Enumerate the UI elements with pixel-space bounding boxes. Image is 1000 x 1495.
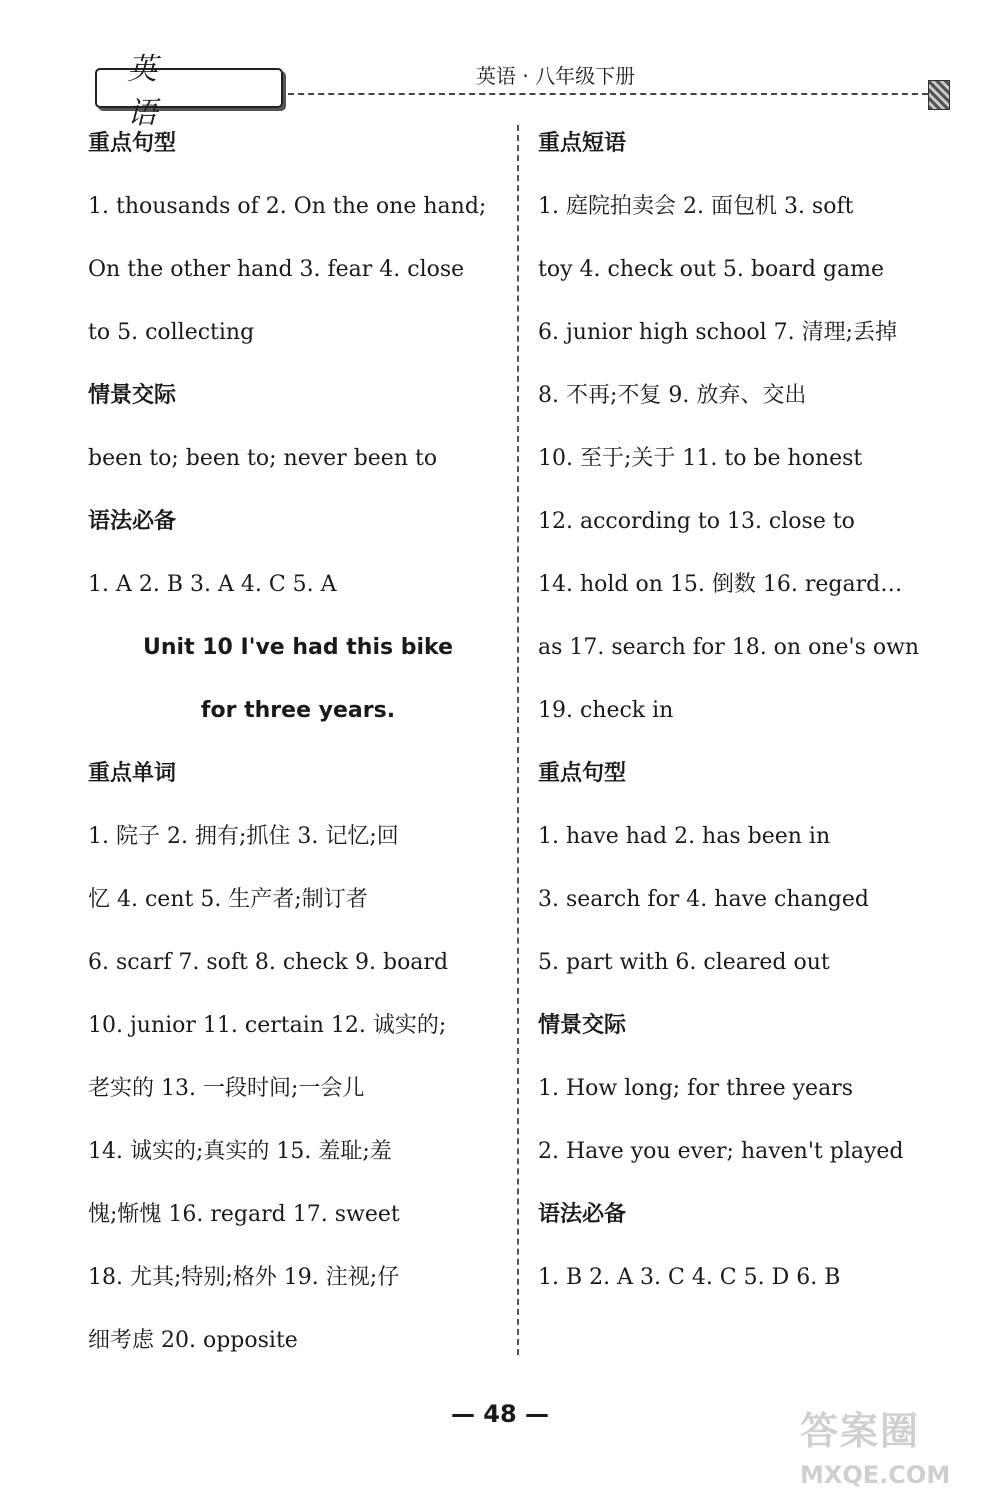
answer-line: 14. hold on 15. 倒数 16. regard…: [538, 572, 903, 597]
unit-heading: Unit 10 I've had this bike: [143, 635, 453, 660]
unit-heading: for three years.: [200, 698, 396, 723]
subject-label: 英 语: [95, 68, 283, 108]
page-header: [0, 0, 1000, 131]
answer-line: 10. junior 11. certain 12. 诚实的;: [88, 1013, 447, 1038]
answer-line: 14. 诚实的;真实的 15. 羞耻;羞: [88, 1139, 392, 1164]
answer-line: 6. junior high school 7. 清理;丢掉: [538, 320, 898, 345]
answer-line: 细考虑 20. opposite: [88, 1328, 298, 1353]
answer-line: 19. check in: [538, 698, 674, 723]
section-heading: 重点句型: [538, 761, 627, 786]
answer-line: toy 4. check out 5. board game: [538, 257, 884, 282]
corner-mark-icon: [928, 80, 950, 110]
section-heading: 情景交际: [538, 1013, 627, 1038]
watermark-cn: 答案圈: [800, 1409, 921, 1453]
answer-line: as 17. search for 18. on one's own: [538, 635, 920, 660]
header-dashed-rule: [288, 93, 928, 95]
column-divider: [517, 125, 519, 1355]
answer-line: 1. have had 2. has been in: [538, 824, 831, 849]
section-heading: 重点单词: [88, 761, 177, 786]
answer-line: 8. 不再;不复 9. 放弃、交出: [538, 383, 807, 408]
left-column: [88, 112, 508, 1372]
book-title: 英语 · 八年级下册: [470, 60, 641, 89]
page-number: — 48 —: [450, 1400, 550, 1428]
answer-line: 1. 院子 2. 拥有;抓住 3. 记忆;回: [88, 824, 399, 849]
section-heading: 语法必备: [538, 1202, 627, 1227]
answer-line: 愧;惭愧 16. regard 17. sweet: [88, 1202, 400, 1227]
answer-line: 1. 庭院拍卖会 2. 面包机 3. soft: [538, 194, 854, 219]
right-column: [538, 112, 958, 1309]
section-heading: 语法必备: [88, 509, 177, 534]
answer-line: 忆 4. cent 5. 生产者;制订者: [88, 887, 368, 912]
answer-line: 12. according to 13. close to: [538, 509, 855, 534]
answer-line: 5. part with 6. cleared out: [538, 950, 830, 975]
answer-line: been to; been to; never been to: [88, 446, 438, 471]
answer-line: 1. B 2. A 3. C 4. C 5. D 6. B: [538, 1265, 841, 1290]
answer-line: 老实的 13. 一段时间;一会儿: [88, 1076, 365, 1101]
watermark-logo: [800, 1400, 990, 1490]
answer-line: 6. scarf 7. soft 8. check 9. board: [88, 950, 449, 975]
answer-line: to 5. collecting: [88, 320, 255, 345]
answer-line: 1. A 2. B 3. A 4. C 5. A: [88, 572, 337, 597]
answer-line: On the other hand 3. fear 4. close: [88, 257, 465, 282]
answer-line: 3. search for 4. have changed: [538, 887, 869, 912]
answer-line: 2. Have you ever; haven't played: [538, 1139, 904, 1164]
section-heading: 情景交际: [88, 383, 177, 408]
section-heading: 重点句型: [88, 131, 177, 156]
section-heading: 重点短语: [538, 131, 627, 156]
answer-line: 10. 至于;关于 11. to be honest: [538, 446, 863, 471]
answer-line: 18. 尤其;特别;格外 19. 注视;仔: [88, 1265, 400, 1290]
watermark-en: MXQE.COM: [800, 1461, 951, 1489]
answer-line: 1. thousands of 2. On the one hand;: [88, 194, 487, 219]
answer-line: 1. How long; for three years: [538, 1076, 854, 1101]
